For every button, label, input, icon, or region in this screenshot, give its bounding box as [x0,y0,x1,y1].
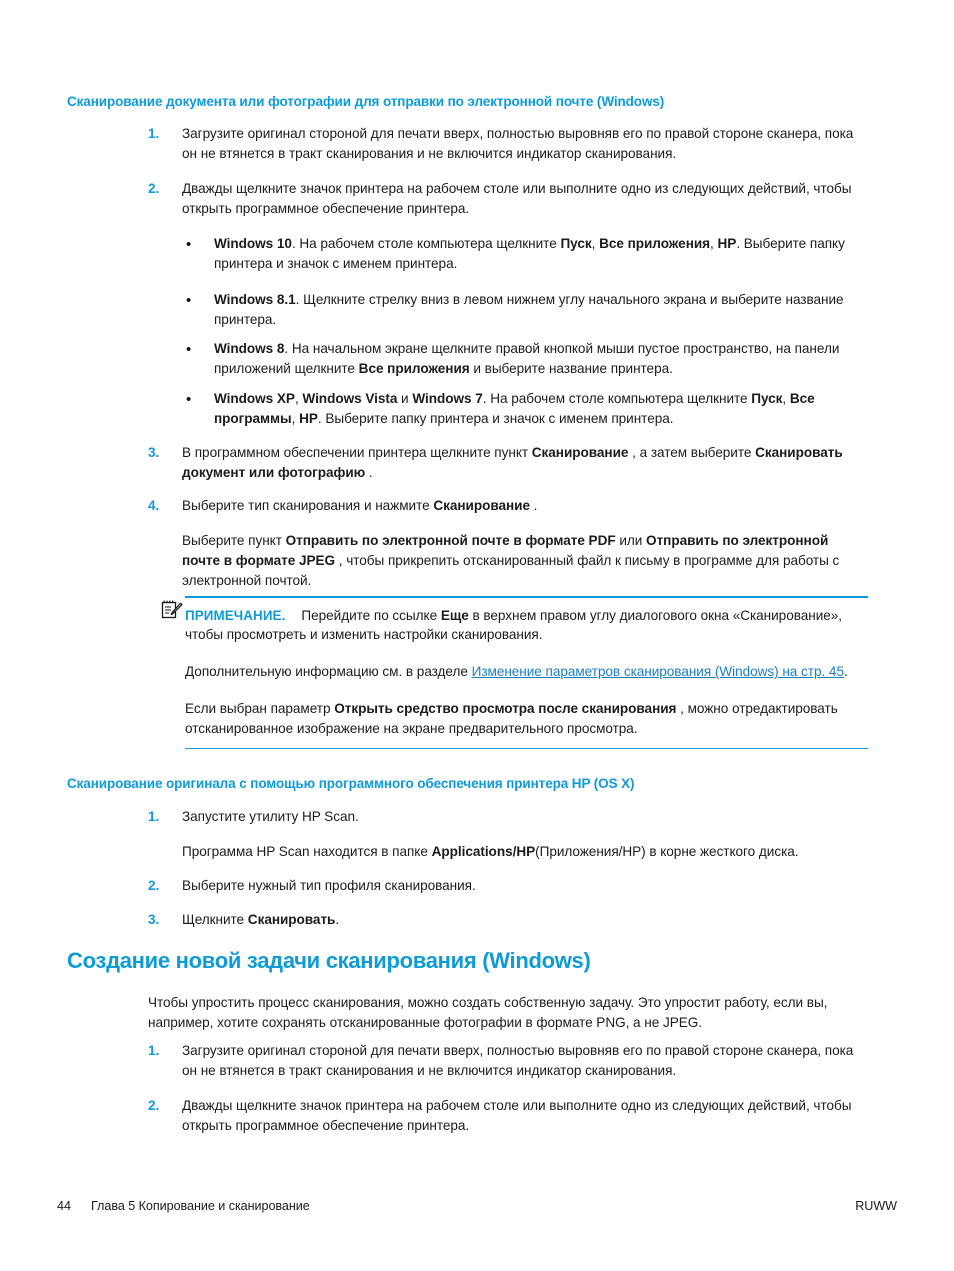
bullet-text [214,389,868,429]
path-hp: HP [516,844,536,859]
note-part-a: Перейдите по ссылке [301,607,441,623]
note-callout [185,596,868,749]
step-text: Запустите утилиту HP Scan. [182,809,359,824]
note-paragraph-3 [185,699,868,739]
bullet-part-a: . На рабочем столе компьютера щелкните [482,391,752,406]
note-paragraph-2 [185,662,868,682]
step-number: 1. [148,126,160,141]
sep: , [294,391,303,406]
osx-ordered-step-2 [148,876,868,896]
bullet-text [214,290,868,330]
ui-label-scan-button: Сканировать [247,912,336,927]
note-paragraph-1 [185,606,868,646]
note-part-b: в верхнем правом углу диалогового окна «Сканирование», чтобы просмотреть и изменить настройки сканирования. [185,607,842,643]
bullet-text [214,234,868,274]
ui-label-all-apps: Все приложения [358,360,470,376]
footer-locale-code: RUWW [855,1199,897,1213]
footer-left-group [57,1199,310,1213]
step-text [182,496,868,516]
bullet-part-b: и выберите название принтера. [469,360,673,376]
page-title-new-scan-task: Создание новой задачи сканирования (Windows) [67,948,591,973]
ui-label-more: Еще [440,607,469,623]
step-part-b: . [335,912,340,927]
bullet-dot-icon [186,234,214,256]
ui-label-scan: Сканирование [531,445,629,460]
step-part-b: , а затем выберите [628,445,756,460]
section-heading-osx-scan: Сканирование оригинала с помощью программного обеспечения принтера HP (OS X) [67,776,635,791]
step-part-a: Щелкните [182,912,248,927]
cross-reference-link[interactable]: Изменение параметров сканирования (Windows) на стр. 45 [471,664,844,680]
ui-label-email-pdf: Отправить по электронной почте в формате PDF [285,533,616,548]
bullet-windows-10 [186,234,868,274]
step-number: 3. [148,445,160,460]
bullet-windows-81 [186,290,868,330]
ui-label-hp: HP [717,236,737,251]
ui-label-email-jpeg: Отправить по электронной почте в формате JPEG [182,533,829,568]
ui-label-hp: HP [299,410,318,426]
sep: , [291,410,300,426]
os-name: Windows 10 [214,236,292,251]
step-part-a: Выберите тип сканирования и нажмите [182,498,434,513]
bullet-dot-icon [186,290,214,312]
section-heading-email-scan: Сканирование документа или фотографии для отправки по электронной почте (Windows) [67,94,665,109]
os-name: Windows 8 [214,341,285,356]
step-text: Выберите нужный тип профиля сканирования. [182,878,476,893]
ui-label-scan-doc-photo: Сканировать документ или фотографию [182,445,843,480]
os-name-7: Windows 7 [412,391,483,406]
ui-label-start: Пуск [560,236,592,251]
ordered-step-3 [148,443,868,483]
new-task-ordered-step-1 [148,1041,868,1081]
sep: и [397,391,413,406]
bullet-windows-8 [186,339,868,379]
step-part-c: . [365,464,373,480]
step-number: 1. [148,809,160,824]
section-3-intro-paragraph: Чтобы упростить процесс сканирования, можно создать собственную задачу. Это упростит работу, если вы, например, хотите сохранять отсканированные фотографии в формате PNG, а не JPEG. [148,995,828,1030]
ui-label-all-apps: Все приложения [599,236,711,251]
ui-label-scan: Сканирование [433,498,530,513]
bullet-dot-icon [186,339,214,361]
bullet-part-b: . Выберите папку принтера и значок с именем принтера. [317,410,674,426]
step-number: 1. [148,1043,160,1058]
osx-ordered-step-1 [148,807,868,827]
step-text: Загрузите оригинал стороной для печати вверх, полностью выровняв его по правой стороне сканера, пока он не втянется в тракт сканирования и не включится индикатор сканирования. [182,126,854,161]
note-part-b: . [843,664,848,680]
ordered-step-4 [148,496,868,516]
ordered-step-2 [148,179,868,219]
step-number: 2. [148,181,160,196]
bullet-part-a: . На рабочем столе компьютера щелкните [291,236,561,251]
bullet-part-a: . Щелкните стрелку вниз в левом нижнем углу начального экрана и выберите название принтера. [214,292,844,327]
path-separator: / [512,844,517,859]
step-text: Дважды щелкните значок принтера на рабочем столе или выполните одно из следующих действий, чтобы открыть программное обеспечение принтера. [182,1098,852,1133]
para-part-c: , чтобы прикрепить отсканированный файл к письму в программе для работы с электронной почтой. [182,552,840,588]
step-text [182,910,868,930]
bullet-text [214,339,868,379]
bullet-part-a: . На начальном экране щелкните правой кнопкой мыши пустое пространство, на панели приложений щелкните [214,341,840,376]
para-part-a: Выберите пункт [182,533,286,548]
footer-chapter-title: Глава 5 Копирование и сканирование [91,1199,310,1213]
os-name-vista: Windows Vista [302,391,398,406]
ui-label-all-programs: Все программы [214,391,815,426]
ui-label-open-viewer: Открыть средство просмотра после сканирования [334,701,677,717]
note-label: ПРИМЕЧАНИЕ. [185,607,286,623]
step-number: 2. [148,1098,160,1113]
bullet-windows-xp-vista-7 [186,389,868,429]
os-name-xp: Windows XP [214,391,295,406]
step-text: Загрузите оригинал стороной для печати вверх, полностью выровняв его по правой стороне сканера, пока он не втянется в тракт сканирования и не включится индикатор сканирования. [182,1043,854,1078]
note-part-a: Дополнительную информацию см. в разделе [185,664,472,680]
ordered-step-1 [148,124,868,164]
bullet-part-b: . Выберите папку принтера и значок с именем принтера. [214,236,845,271]
step-text [182,443,868,483]
os-name: Windows 8.1 [214,292,296,307]
ui-label-start: Пуск [751,391,783,406]
para-part-c: (Приложения/HP) в корне жесткого диска. [535,844,799,859]
footer-page-number: 44 [57,1199,71,1213]
path-applications: Applications [431,844,513,859]
sep: , [782,391,790,406]
para-part-b: или [615,533,647,548]
osx-ordered-step-3 [148,910,868,930]
step-part-b: . [529,498,538,513]
bullet-dot-icon [186,389,214,411]
sep: , [710,236,718,251]
note-part-a: Если выбран параметр [185,701,335,717]
note-pencil-icon [161,599,183,621]
note-bottom-rule [185,748,868,750]
step-number: 2. [148,878,160,893]
step-number: 4. [148,498,160,513]
new-task-ordered-step-2 [148,1096,868,1136]
para-part-a: Программа HP Scan находится в папке [182,844,432,859]
osx-step-1-followup-paragraph [182,842,868,862]
step-4-followup-paragraph [182,531,868,591]
note-part-b: , можно отредактировать отсканированное изображение на экране предварительного просмотра. [185,701,838,736]
step-text: Дважды щелкните значок принтера на рабочем столе или выполните одно из следующих действий, чтобы открыть программное обеспечение принтера. [182,181,852,216]
sep: , [591,236,600,251]
step-number: 3. [148,912,160,927]
step-part-a: В программном обеспечении принтера щелкните пункт [182,445,532,460]
